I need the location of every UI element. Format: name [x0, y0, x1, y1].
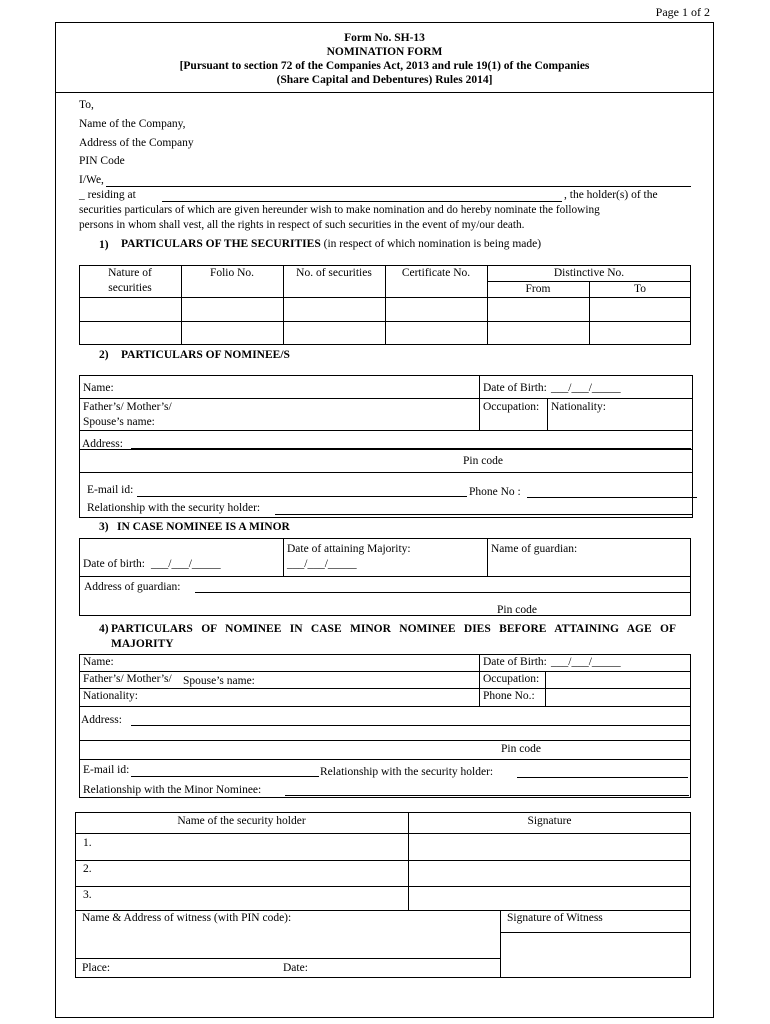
minor-dob-field[interactable]: ___/___/_____ [151, 558, 221, 570]
holder-text: , the holder(s) of the [564, 189, 658, 201]
pin-code-label: PIN Code [79, 155, 125, 167]
paragraph-line-2: securities particulars of which are given hereunder wish to make nomination and do hereby nominate the following [79, 204, 600, 216]
paragraph-line-3: persons in whom shall vest, all the rights in respect of such securities in the event of my/our death. [79, 219, 525, 231]
nominee-phone-label: Phone No : [469, 486, 521, 498]
section1-heading [121, 238, 541, 250]
col-to: To [634, 283, 646, 295]
alt-nominee-email-field[interactable] [131, 776, 319, 777]
to-label: To, [79, 99, 94, 111]
section1-title: PARTICULARS OF THE SECURITIES [121, 238, 321, 250]
nominee-dob-label: Date of Birth: [483, 382, 547, 394]
alt-nominee-address-field[interactable] [131, 725, 691, 726]
place-label: Place: [82, 962, 111, 974]
alt-nominee-phone-label: Phone No.: [483, 690, 535, 702]
minor-guardian-address-field[interactable] [195, 592, 690, 593]
alt-nominee-name-label: Name: [83, 656, 114, 668]
col-distinctive: Distinctive No. [553, 267, 625, 279]
section4-title-2: MAJORITY [111, 638, 174, 650]
alt-nominee-email-label: E-mail id: [83, 764, 130, 776]
holder-name-header: Name of the security holder [177, 815, 306, 827]
alt-nominee-pin-label: Pin code [501, 743, 541, 755]
minor-guardian-address-field-2[interactable] [82, 615, 496, 616]
nominee-relationship-field[interactable] [275, 514, 693, 515]
section4-number: 4) [99, 623, 109, 635]
form-pursuant: [Pursuant to section 72 of the Companies Act, 2013 and rule 19(1) of the Companies [179, 60, 590, 72]
page-number: Page 1 of 2 [655, 5, 710, 19]
alt-nominee-parent-label-b: Spouse’s name: [183, 675, 255, 687]
nominee-occupation-label: Occupation: [483, 401, 540, 413]
nominee-address-label: Address: [82, 438, 123, 450]
nominee-relationship-label: Relationship with the security holder: [87, 502, 261, 514]
signature-table [75, 812, 691, 978]
nominee-dob-field[interactable]: ___/___/_____ [551, 382, 621, 394]
residing-label: _ residing at [79, 189, 136, 201]
alt-nominee-parent-label-a: Father’s/ Mother’s/ [83, 673, 172, 685]
minor-majority-label: Date of attaining Majority: [287, 543, 411, 555]
alt-nominee-dob-field[interactable]: ___/___/_____ [551, 656, 621, 668]
holder-row-1: 1. [83, 837, 92, 849]
witness-signature-label: Signature of Witness [507, 912, 603, 924]
minor-guardian-address-label: Address of guardian: [84, 581, 181, 593]
col-nature-2: securities [108, 282, 152, 294]
alt-nominee-nationality-label: Nationality: [83, 690, 138, 702]
nominee-email-label: E-mail id: [87, 484, 134, 496]
section1-number: 1) [99, 239, 109, 251]
alt-nominee-occupation-label: Occupation: [483, 673, 540, 685]
company-address-label: Address of the Company [79, 137, 194, 149]
iwe-field[interactable] [106, 186, 691, 187]
nominee-nationality-label: Nationality: [551, 401, 606, 413]
holder-row-2: 2. [83, 863, 92, 875]
minor-dob-label: Date of birth: [83, 558, 145, 570]
nominee-parent-label-2: Spouse’s name: [83, 416, 155, 428]
col-nature-1: Nature of [108, 267, 152, 279]
section3-title: IN CASE NOMINEE IS A MINOR [117, 521, 290, 533]
section2-number: 2) [99, 349, 109, 361]
nominee-address-field[interactable] [131, 448, 691, 449]
col-num-securities: No. of securities [296, 267, 372, 279]
nominee-name-label: Name: [83, 382, 114, 394]
nominee-phone-field[interactable] [527, 497, 697, 498]
section2-title: PARTICULARS OF NOMINEE/S [121, 349, 290, 361]
header-divider [55, 92, 714, 93]
alt-nominee-dob-label: Date of Birth: [483, 656, 547, 668]
col-folio: Folio No. [209, 267, 255, 279]
company-name-label: Name of the Company, [79, 118, 186, 130]
alt-nominee-minor-relationship-label: Relationship with the Minor Nominee: [83, 784, 262, 796]
col-certificate: Certificate No. [401, 267, 471, 279]
section4-title-1: PARTICULARS OF NOMINEE IN CASE MINOR NOMINEE DIES BEFORE ATTAINING AGE OF [111, 623, 676, 635]
residing-field[interactable] [162, 201, 562, 202]
minor-pin-label: Pin code [497, 604, 537, 616]
form-title: NOMINATION FORM [326, 46, 443, 58]
iwe-label: I/We, [79, 174, 104, 186]
witness-label: Name & Address of witness (with PIN code): [82, 912, 292, 924]
nominee-pin-label: Pin code [463, 455, 503, 467]
alt-nominee-address-label: Address: [81, 714, 122, 726]
form-rules: (Share Capital and Debentures) Rules 2014] [276, 74, 493, 86]
form-number: Form No. SH-13 [344, 32, 425, 44]
alt-nominee-relationship-label: Relationship with the security holder: [320, 766, 494, 778]
signature-header: Signature [527, 815, 572, 827]
nominee-parent-label-1: Father’s/ Mother’s/ [83, 401, 172, 413]
alt-nominee-minor-relationship-field[interactable] [285, 795, 689, 796]
holder-row-3: 3. [83, 889, 92, 901]
minor-majority-field[interactable]: ___/___/_____ [287, 558, 357, 570]
minor-pin-field[interactable] [542, 615, 690, 616]
alt-nominee-relationship-field[interactable] [517, 777, 688, 778]
section1-note: (in respect of which nomination is being made) [323, 238, 542, 250]
date-label: Date: [283, 962, 308, 974]
minor-guardian-name-label: Name of guardian: [491, 543, 578, 555]
col-from: From [525, 283, 551, 295]
section3-number: 3) [99, 521, 109, 533]
nominee-email-field[interactable] [137, 496, 467, 497]
